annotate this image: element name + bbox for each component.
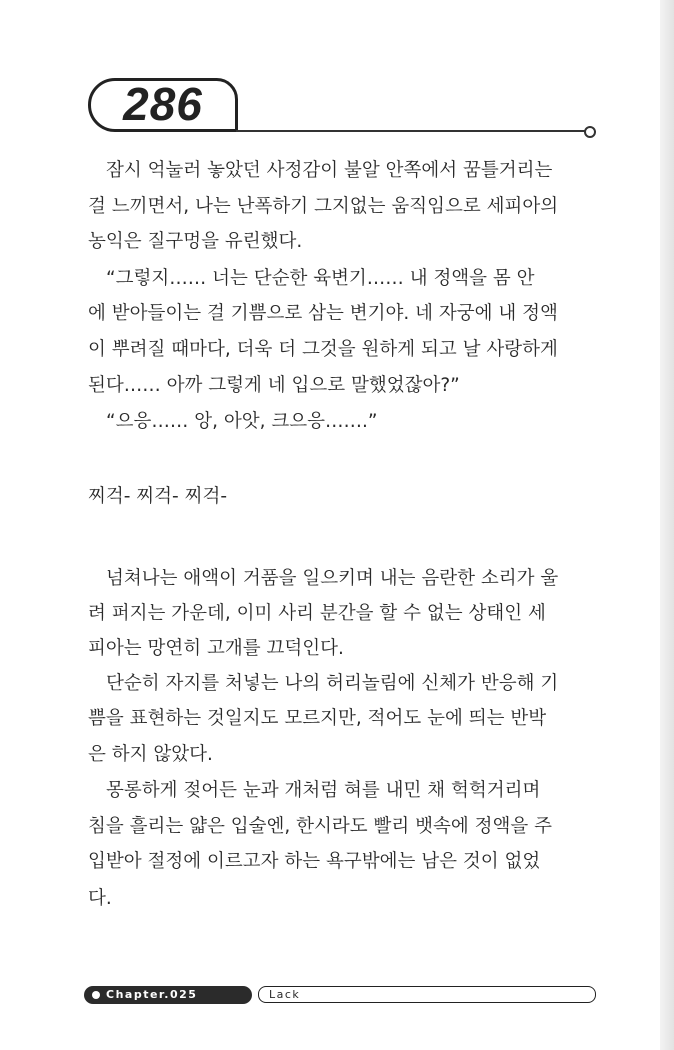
text-line: 단순히 자지를 처넣는 나의 허리놀림에 신체가 반응해 기 <box>106 673 559 694</box>
header-rule <box>236 130 586 132</box>
text-line: 에 받아들이는 걸 기쁨으로 삼는 변기야. 네 자궁에 내 정액 <box>88 303 558 324</box>
text-line: 다. <box>88 888 112 909</box>
page-number: 286 <box>123 78 203 130</box>
text-line: 이 뿌려질 때마다, 더욱 더 그것을 원하게 되고 날 사랑하게 <box>88 339 558 360</box>
page-edge <box>660 0 674 1050</box>
text-line: 침을 흘리는 얇은 입술엔, 한시라도 빨리 뱃속에 정액을 주 <box>88 816 552 837</box>
text-line: 된다…… 아까 그렇게 네 입으로 말했었잖아?” <box>88 375 460 396</box>
text-line: 피아는 망연히 고개를 끄덕인다. <box>88 638 344 659</box>
text-line: 은 하지 않았다. <box>88 744 213 765</box>
footer-chapter-title: Lack <box>258 986 596 1003</box>
text-line: “으응…… 앙, 아앗, 크으응…….” <box>106 411 378 432</box>
text-line: 넘쳐나는 애액이 거품을 일으키며 내는 음란한 소리가 울 <box>106 568 559 589</box>
text-line: 걸 느끼면서, 나는 난폭하기 그지없는 움직임으로 세피아의 <box>88 196 559 217</box>
text-line: 농익은 질구멍을 유린했다. <box>88 231 303 252</box>
text-line: 잠시 억눌러 놓았던 사정감이 불알 안쪽에서 꿈틀거리는 <box>106 160 553 181</box>
text-line: 입받아 절정에 이르고자 하는 욕구밖에는 남은 것이 없었 <box>88 851 541 872</box>
text-line: “그렇지…… 너는 단순한 육변기…… 내 정액을 몸 안 <box>106 268 535 289</box>
footer-chapter-label: Chapter.025 <box>84 986 252 1004</box>
text-line: 려 퍼지는 가운데, 이미 사리 분간을 할 수 없는 상태인 세 <box>88 603 546 624</box>
page-number-badge <box>88 78 238 132</box>
text-line: 몽롱하게 젖어든 눈과 개처럼 혀를 내민 채 헉헉거리며 <box>106 780 541 801</box>
text-line: 찌걱- 찌걱- 찌걱- <box>88 486 228 507</box>
header-rule-end-circle <box>584 126 596 138</box>
text-line: 쁨을 표현하는 것일지도 모르지만, 적어도 눈에 띄는 반박 <box>88 708 547 729</box>
